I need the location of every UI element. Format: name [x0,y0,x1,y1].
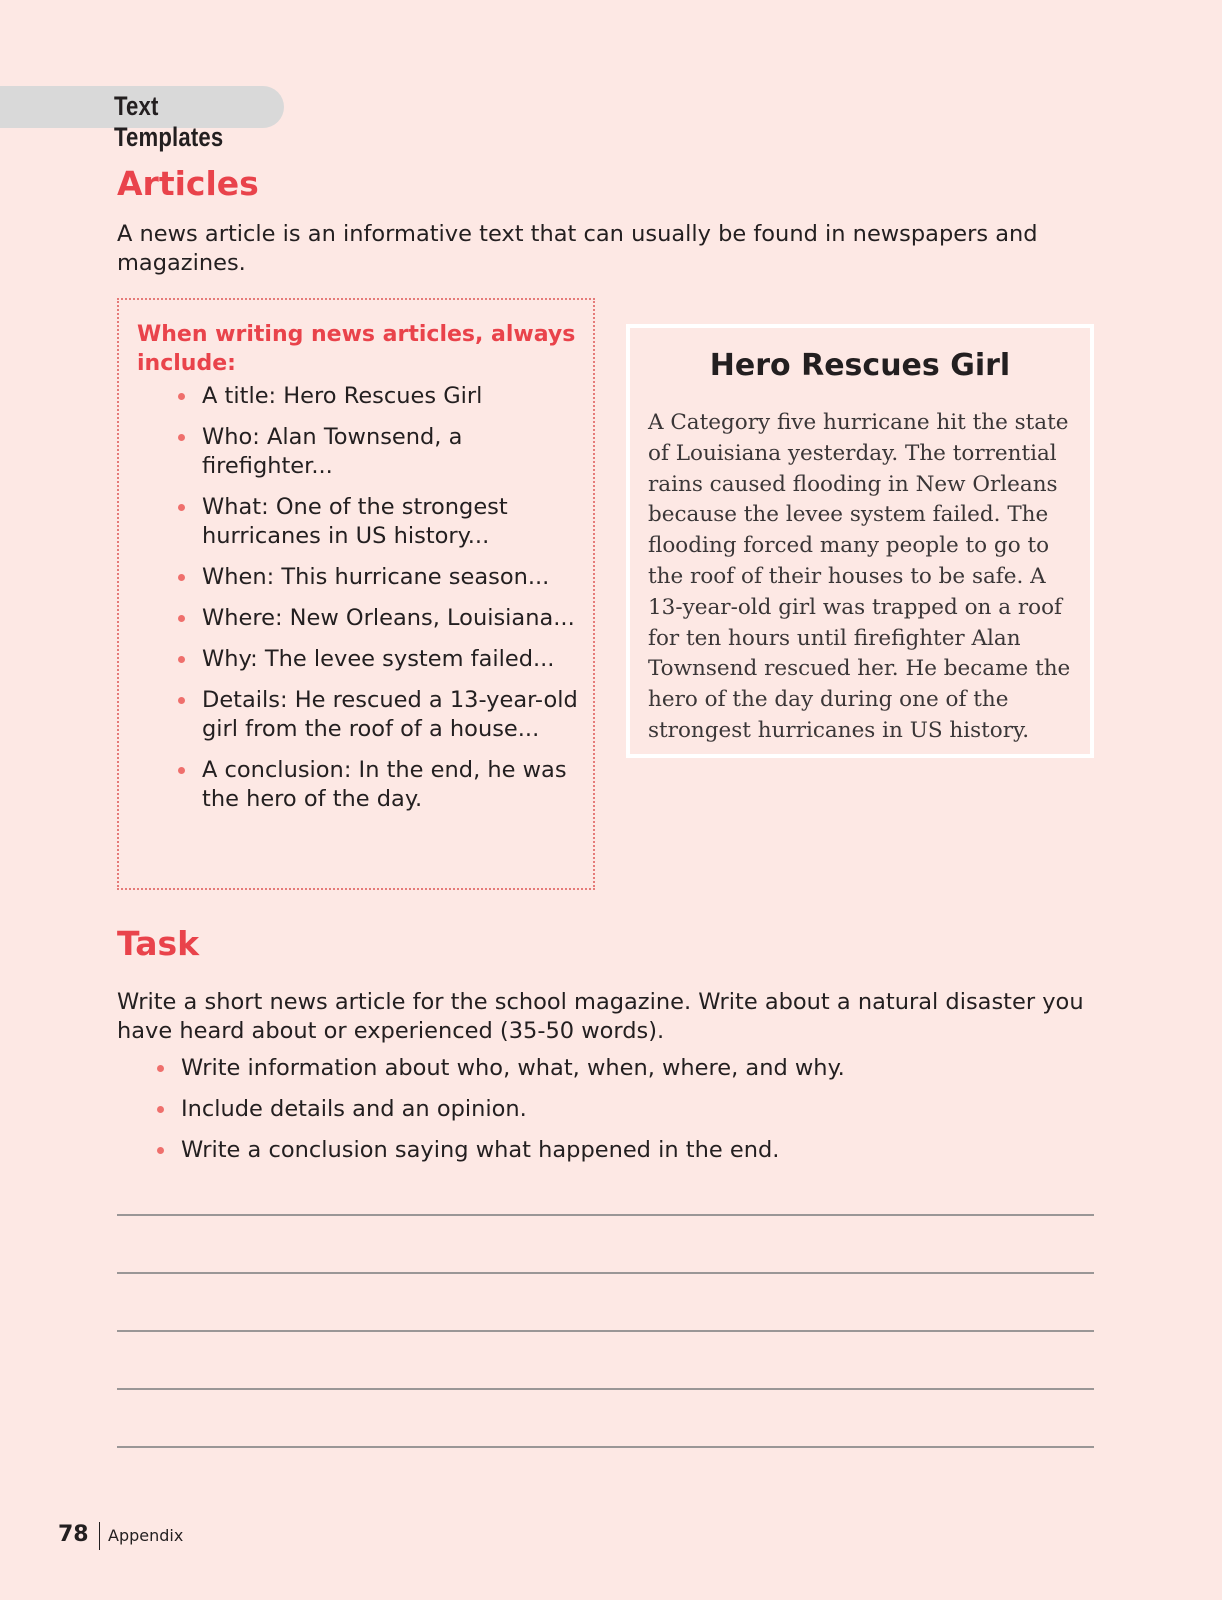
writing-line[interactable] [117,1272,1094,1274]
page-number: 78 [58,1522,89,1547]
list-item: Who: Alan Townsend, a firefighter... [178,423,578,481]
checklist-title: When writing news articles, always include: [137,322,576,376]
list-item: Write a conclusion saying what happened in the end. [157,1136,1057,1165]
writing-line[interactable] [117,1446,1094,1448]
section-tab-label: Text Templates [114,91,224,152]
sample-article-body: A Category five hurricane hit the state of Louisiana yesterday. The torrential rains caused flooding in New Orleans because the levee system failed. The flooding forced many people to go to the roof of their houses to be safe. A 13-year-old girl was trapped on a roof for ten hours until firefighter Alan Townsend rescued her. He became the hero of the day during one of the strongest hurricanes in US history. [648,410,1071,743]
list-item: Details: He rescued a 13-year-old girl from the roof of a house... [178,686,578,744]
sample-article-box [626,324,1094,758]
section-tab [0,86,284,152]
writing-line[interactable] [117,1388,1094,1390]
task-list [157,1054,1057,1177]
task-instructions: Write a short news article for the school magazine. Write about a natural disaster you have heard about or experienced (35-50 words). [117,989,1084,1044]
writing-line[interactable] [117,1330,1094,1332]
list-item: A conclusion: In the end, he was the hero of the day. [178,756,578,814]
list-item: What: One of the strongest hurricanes in US history... [178,493,578,551]
footer-label: Appendix [108,1526,184,1545]
checklist-box [117,298,595,890]
writing-line[interactable] [117,1214,1094,1216]
list-item: Write information about who, what, when, where, and why. [157,1054,1057,1083]
articles-heading: Articles [117,164,259,203]
task-heading: Task [117,924,200,963]
list-item: Include details and an opinion. [157,1095,1057,1124]
list-item: A title: Hero Rescues Girl [178,382,578,411]
checklist-list [178,382,578,826]
list-item: When: This hurricane season... [178,563,578,592]
list-item: Why: The levee system failed... [178,645,578,674]
list-item: Where: New Orleans, Louisiana... [178,604,578,633]
sample-article-title: Hero Rescues Girl [709,348,1011,383]
articles-intro: A news article is an informative text that can usually be found in newspapers and magazines. [117,221,1038,276]
footer-divider [99,1522,100,1550]
